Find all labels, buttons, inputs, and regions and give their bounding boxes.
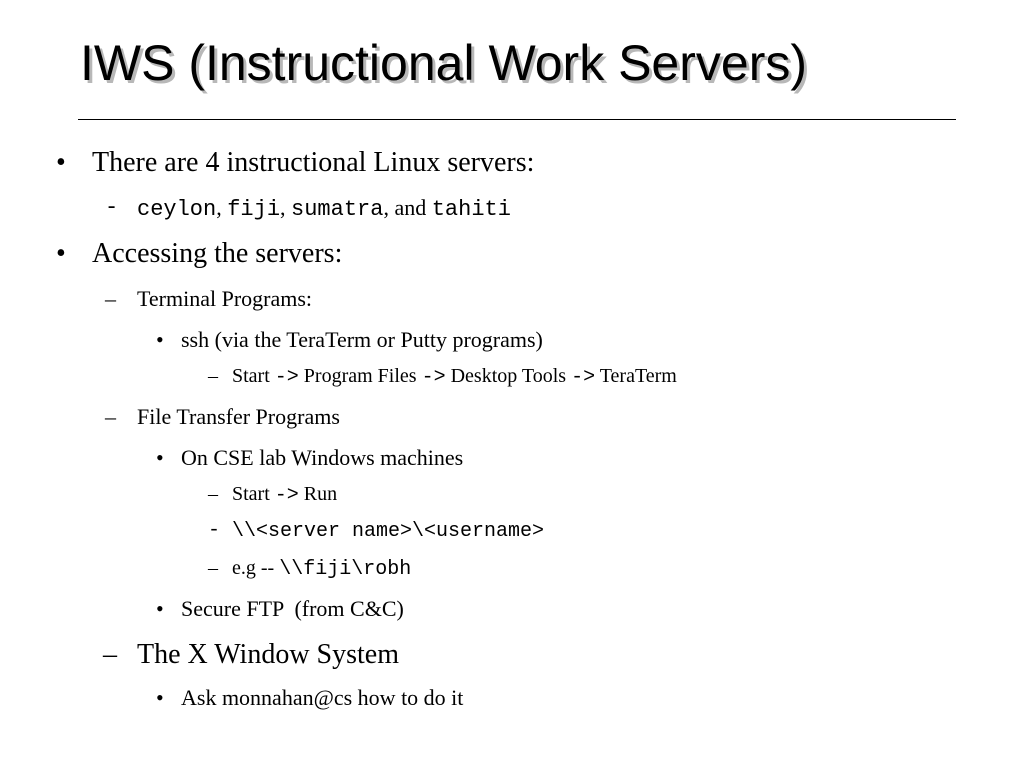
sub-text: Terminal Programs: bbox=[137, 286, 313, 311]
path-teraterm bbox=[208, 365, 677, 389]
unc-path: \\<server name>\<username> bbox=[232, 520, 545, 543]
bullet-marker: • bbox=[156, 596, 164, 621]
example-prefix: e.g -- bbox=[232, 557, 280, 579]
bullet-marker: • bbox=[156, 445, 164, 470]
example-path: \\fiji\robh bbox=[279, 558, 412, 581]
path-example bbox=[208, 557, 412, 581]
path-part: Run bbox=[298, 483, 338, 505]
dash-marker: – bbox=[105, 404, 116, 429]
arrow: -> bbox=[571, 366, 596, 389]
item-text: Ask monnahan@cs how to do it bbox=[181, 685, 464, 710]
separator: , bbox=[216, 195, 228, 220]
dash-marker: – bbox=[208, 365, 218, 387]
bullet-marker: • bbox=[156, 685, 164, 710]
dash-marker: – bbox=[208, 557, 218, 579]
title-divider bbox=[78, 119, 956, 120]
path-part: Start bbox=[232, 365, 275, 387]
path-part: TeraTerm bbox=[595, 365, 677, 387]
item-ssh bbox=[156, 327, 543, 353]
bullet-text: Accessing the servers: bbox=[92, 238, 343, 269]
bullet-accessing bbox=[56, 238, 343, 270]
item-secure-ftp bbox=[156, 596, 404, 622]
arrow: -> bbox=[421, 366, 446, 389]
sub-terminal-programs bbox=[105, 286, 313, 312]
sub-text: File Transfer Programs bbox=[137, 404, 340, 429]
bullet-text: There are 4 instructional Linux servers: bbox=[92, 147, 535, 178]
arrow: -> bbox=[274, 366, 299, 389]
path-part: Program Files bbox=[298, 365, 422, 387]
bullet-marker: • bbox=[56, 147, 66, 178]
path-run bbox=[208, 483, 338, 507]
dash-marker: - bbox=[208, 519, 221, 542]
dash-marker: – bbox=[208, 483, 218, 505]
item-text: On CSE lab Windows machines bbox=[181, 445, 464, 470]
slide-title: IWS (Instructional Work Servers) bbox=[80, 35, 808, 91]
item-ask bbox=[156, 685, 464, 711]
server-name-fiji: fiji bbox=[227, 197, 281, 222]
path-part: Desktop Tools bbox=[445, 365, 572, 387]
dash-marker: - bbox=[105, 195, 119, 220]
separator: , and bbox=[383, 195, 432, 220]
sub-text: The X Window System bbox=[137, 639, 400, 670]
server-name-tahiti: tahiti bbox=[431, 197, 511, 222]
dash-marker: – bbox=[103, 639, 117, 670]
sub-file-transfer bbox=[105, 404, 340, 430]
bullet-marker: • bbox=[56, 238, 66, 269]
sub-x-window bbox=[103, 639, 400, 671]
bullet-servers bbox=[56, 147, 535, 179]
path-part: Start bbox=[232, 483, 275, 505]
separator: , bbox=[280, 195, 292, 220]
arrow: -> bbox=[274, 484, 299, 507]
server-name-sumatra: sumatra bbox=[291, 197, 384, 222]
item-text: Secure FTP (from C&C) bbox=[181, 596, 404, 621]
server-name-ceylon: ceylon bbox=[137, 197, 217, 222]
item-text: ssh (via the TeraTerm or Putty programs) bbox=[181, 327, 543, 352]
sub-server-list bbox=[105, 195, 511, 222]
path-unc bbox=[208, 519, 545, 543]
item-cse-lab bbox=[156, 445, 464, 471]
bullet-marker: • bbox=[156, 327, 164, 352]
dash-marker: – bbox=[105, 286, 116, 311]
